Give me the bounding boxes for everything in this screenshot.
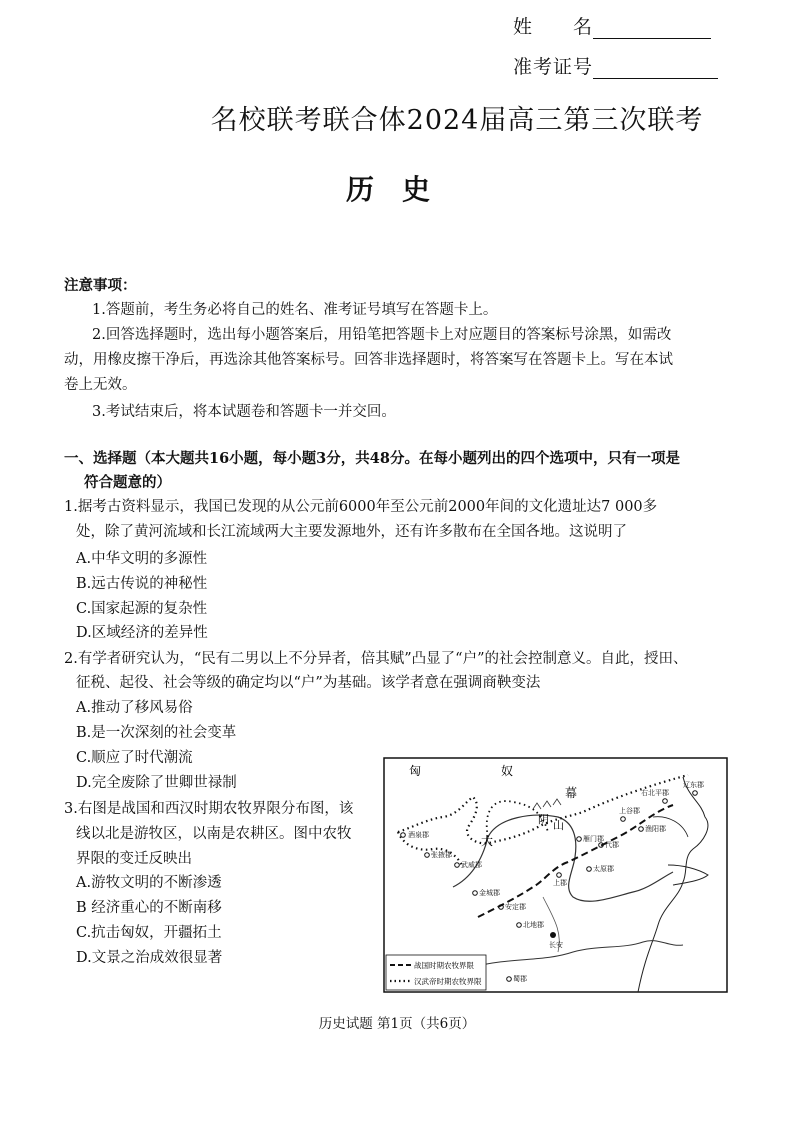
city-label-dai: 代郡	[605, 841, 619, 849]
notes-item-2-line1: 2.回答选择题时，选出每小题答案后，用铅笔把答题卡上对应题目的答案标号涂黑，如需改	[92, 327, 672, 343]
q2-stem-line1: 2.有学者研究认为，“民有二男以上不分异者，倍其赋”凸显了“户”的社会控制意义。自此，授田、	[64, 651, 688, 667]
subject-title: 历史	[345, 173, 458, 206]
name-blank[interactable]	[593, 20, 711, 39]
city-label-shang: 上郡	[553, 879, 567, 887]
q3-option-a[interactable]: A.游牧文明的不断渗透	[76, 875, 222, 891]
map-label-da: 大	[481, 834, 494, 848]
page-footer: 历史试题 第1页（共6页）	[318, 1016, 476, 1032]
city-label-shanggu: 上谷郡	[619, 807, 640, 815]
q1-option-c[interactable]: C.国家起源的复杂性	[76, 601, 208, 617]
city-label-shu: 蜀郡	[513, 975, 527, 983]
city-label-youbeiping: 右北平郡	[641, 789, 669, 797]
legend-han-label: 汉武帝时期农牧界限	[414, 977, 482, 986]
agri-pastoral-boundary-map	[383, 757, 728, 993]
q2-option-a[interactable]: A.推动了移风易俗	[76, 700, 193, 716]
map-label-xiongnu2: 奴	[501, 764, 514, 778]
notes-heading: 注意事项：	[64, 277, 137, 294]
q2-stem-line2: 征税、起役、社会等级的确定均以“户”为基础。该学者意在强调商鞅变法	[76, 675, 541, 691]
city-label-jincheng: 金城郡	[479, 889, 500, 897]
q3-option-d[interactable]: D.文景之治成效很显著	[76, 950, 223, 966]
notes-item-2-line3: 卷上无效。	[64, 377, 137, 393]
map-label-shan: 山	[553, 819, 564, 832]
q1-stem-line2: 处，除了黄河流域和长江流域两大主要发源地外，还有许多散布在全国各地。这说明了	[76, 524, 627, 540]
q2-option-b[interactable]: B.是一次深刻的社会变革	[76, 725, 237, 741]
q3-stem-line1: 3.右图是战国和西汉时期农牧界限分布图，该	[64, 801, 354, 817]
q3-stem-line2: 线以北是游牧区，以南是农耕区。图中农牧	[76, 826, 352, 842]
legend-warring-label: 战国时期农牧界限	[414, 961, 474, 970]
city-label-yanmen: 雁门郡	[583, 835, 604, 843]
city-label-jiuquan: 酒泉郡	[408, 831, 429, 839]
exam-title: 名校联考联合体2024届高三第三次联考	[210, 105, 704, 136]
notes-item-3: 3.考试结束后，将本试题卷和答题卡一并交回。	[92, 404, 396, 420]
map-label-yinshan: 阴	[538, 813, 549, 826]
name-field	[513, 12, 711, 39]
city-label-taiyuan: 太原郡	[593, 865, 614, 873]
notes-item-2-line2: 动，用橡皮擦干净后，再选涂其他答案标号。回答非选择题时，将答案写在答题卡上。写在本试	[64, 352, 673, 368]
q3-option-b[interactable]: B 经济重心的不断南移	[76, 900, 222, 916]
q1-option-a[interactable]: A.中华文明的多源性	[76, 551, 208, 567]
city-label-liaodong: 辽东郡	[683, 781, 704, 789]
q1-stem-line1: 1.据考古资料显示，我国已发现的从公元前6000年至公元前2000年间的文化遗址达7 000多	[64, 499, 658, 515]
name-label: 姓 名	[513, 16, 594, 38]
section1-line1: 一、选择题（本大题共16小题，每小题3分，共48分。在每小题列出的四个选项中，只有一项是	[64, 450, 680, 467]
city-changan	[550, 932, 556, 938]
id-label: 准考证号	[513, 56, 594, 78]
city-label-anding: 安定郡	[505, 903, 526, 911]
map-label-mu: 幕	[565, 786, 578, 800]
city-label-zhangye: 张掖郡	[431, 851, 452, 859]
q3-stem-line3: 界限的变迁反映出	[76, 851, 192, 867]
q3-option-c[interactable]: C.抗击匈奴，开疆拓土	[76, 925, 222, 941]
q1-option-d[interactable]: D.区域经济的差异性	[76, 625, 208, 641]
notes-item-1: 1.答题前，考生务必将自己的姓名、准考证号填写在答题卡上。	[92, 302, 498, 318]
id-field	[513, 52, 718, 79]
city-label-beidi: 北地郡	[523, 921, 544, 929]
city-label-yuyang: 渔阳郡	[645, 825, 666, 833]
section1-line2: 符合题意的）	[84, 474, 171, 491]
id-blank[interactable]	[593, 60, 718, 79]
map-label-xiongnu1: 匈	[409, 764, 422, 778]
q2-option-d[interactable]: D.完全废除了世卿世禄制	[76, 775, 237, 791]
city-label-changan: 长安	[549, 941, 563, 949]
q2-option-c[interactable]: C.顺应了时代潮流	[76, 750, 193, 766]
q1-option-b[interactable]: B.远古传说的神秘性	[76, 576, 208, 592]
city-label-wuwei: 武威郡	[461, 861, 482, 869]
